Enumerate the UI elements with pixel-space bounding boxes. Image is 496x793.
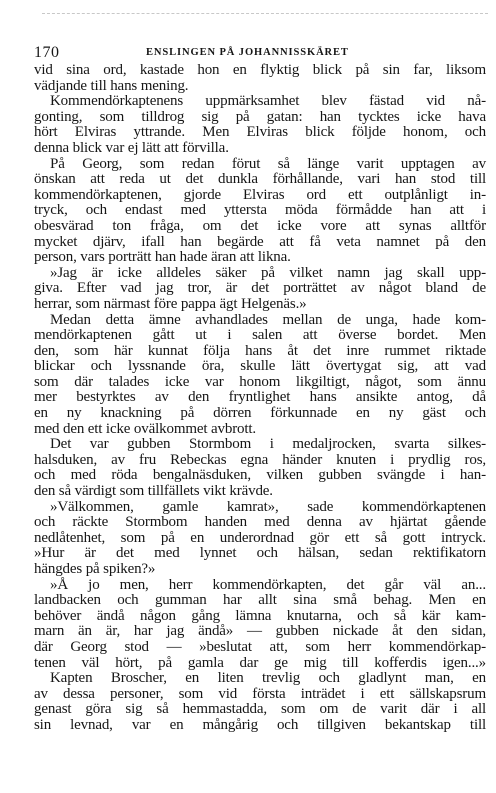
- text-line: kommendörkaptenen, gjorde Elviras ord ett outplånligt in-: [34, 186, 486, 203]
- top-edge-rule: [42, 13, 488, 14]
- text-line: en ny knackning på dörren förkunnade en ny gäst och: [34, 405, 486, 422]
- text-line: hört Elviras yttrande. Men Elviras blick följde honom, och: [34, 124, 486, 141]
- text-line: där Georg stod — »beslutat att, som herr kommendörkap-: [34, 638, 486, 655]
- text-line: Medan detta ämne avhandlades mellan de unga, hade kom-: [50, 311, 486, 328]
- page-number: 170: [34, 44, 60, 61]
- text-line: vid sina ord, kastade hon en flyktig blick på sin far, liksom: [34, 62, 486, 78]
- text-line: tryck, och endast med yttersta möda förmådde han att i: [34, 202, 486, 219]
- running-title: ENSLINGEN PÅ JOHANNISSKÄRET: [146, 47, 349, 58]
- text-line: På Georg, som redan förut så länge varit upptagen av: [50, 155, 486, 172]
- text-line: obesvärad ton fråga, om det icke vore att synas alltför: [34, 217, 486, 234]
- text-line: landbacken och gumman har allt sina små behag. Men en: [34, 592, 486, 609]
- text-line: person, vars porträtt han hade äran att likna.: [34, 249, 291, 266]
- text-line: »Jag är icke alldeles säker på vilket namn jag skall upp-: [50, 264, 486, 281]
- text-line: denna blick var ej lätt att förvilla.: [34, 139, 229, 156]
- text-line: av dessa personer, som vid första inträdet i ett sällskapsrum: [34, 685, 486, 702]
- text-line: blickar och lyssnande öra, skulle lätt övertygat sig, att vad: [34, 358, 486, 375]
- text-line: behöver ändå någon gång lämna knutarna, och så kär kam-: [34, 607, 486, 624]
- text-line: »Hur är det med lynnet och hälsan, sedan rektifikatorn: [34, 545, 486, 562]
- text-line: mer bestyrktes av den fryntlighet hans ansikte antog, då: [34, 389, 486, 406]
- body-text: [34, 63, 486, 734]
- text-line: genast göra sig så hemmastadda, som om de varit där i all: [34, 701, 486, 718]
- text-line: Kapten Broscher, en liten trevlig och gladlynt man, en: [50, 670, 486, 687]
- text-line: som där talades icke var honom likgiltigt, något, som ännu: [34, 373, 486, 390]
- text-line: den så värdigt som tillfällets vikt krävde.: [34, 483, 273, 500]
- text-line: Kommendörkaptenens uppmärksamhet blev fästad vid nå-: [50, 93, 486, 110]
- text-line: nedlåtenhet, som på en underordnad gör ett så gott intryck.: [34, 529, 486, 546]
- text-line: herrar, som närmast före pappa ägt Helgenäs.»: [34, 295, 307, 312]
- text-line: marn än är, har jag ändå» — gubben nickade åt den sidan,: [34, 623, 486, 640]
- text-line: hängdes på spiken?»: [34, 561, 156, 577]
- page-header: [34, 44, 486, 64]
- text-line: sin levnad, var en mångårig och tillgiven bekantskap till: [34, 716, 486, 733]
- text-line: mendörkaptenen gått ut i salen att överse bordet. Men: [34, 327, 486, 344]
- text-line: med den ett icke ovälkommet avbrott.: [34, 420, 257, 437]
- text-line: tenen väl hört, på gamla dar ge mig till kofferdis igen...»: [34, 654, 486, 671]
- text-line: Det var gubben Stormbom i medaljrocken, svarta silkes-: [50, 436, 486, 453]
- text-line: giva. Efter vad jag tror, är det porträttet av något bland de: [34, 280, 486, 297]
- text-line: »Välkommen, gamle kamrat», sade kommendörkaptenen: [50, 498, 486, 515]
- text-line: mycket djärv, ifall han begärde att få veta namnet på den: [34, 233, 486, 250]
- text-line: och räckte Stormbom handen med denna av hjärtat gående: [34, 514, 486, 531]
- text-line: »Å jo men, herr kommendörkapten, det går väl an...: [50, 576, 486, 593]
- text-line: gonting, som tilldrog sig på gatan: han tycktes icke hava: [34, 108, 486, 125]
- text-line: önskan att reda ut det dunkla förhållande, vari han stod till: [34, 171, 486, 188]
- text-line: vädjande till hans mening.: [34, 77, 189, 94]
- text-line: halsduken, av fru Rebeckas egna händer knuten i prydlig ros,: [34, 451, 486, 468]
- text-line: den, som här kunnat följa hans åt det inre rummet riktade: [34, 342, 486, 359]
- text-line: och med röda bengalnäsduken, vilken gubben svängde i han-: [34, 467, 486, 484]
